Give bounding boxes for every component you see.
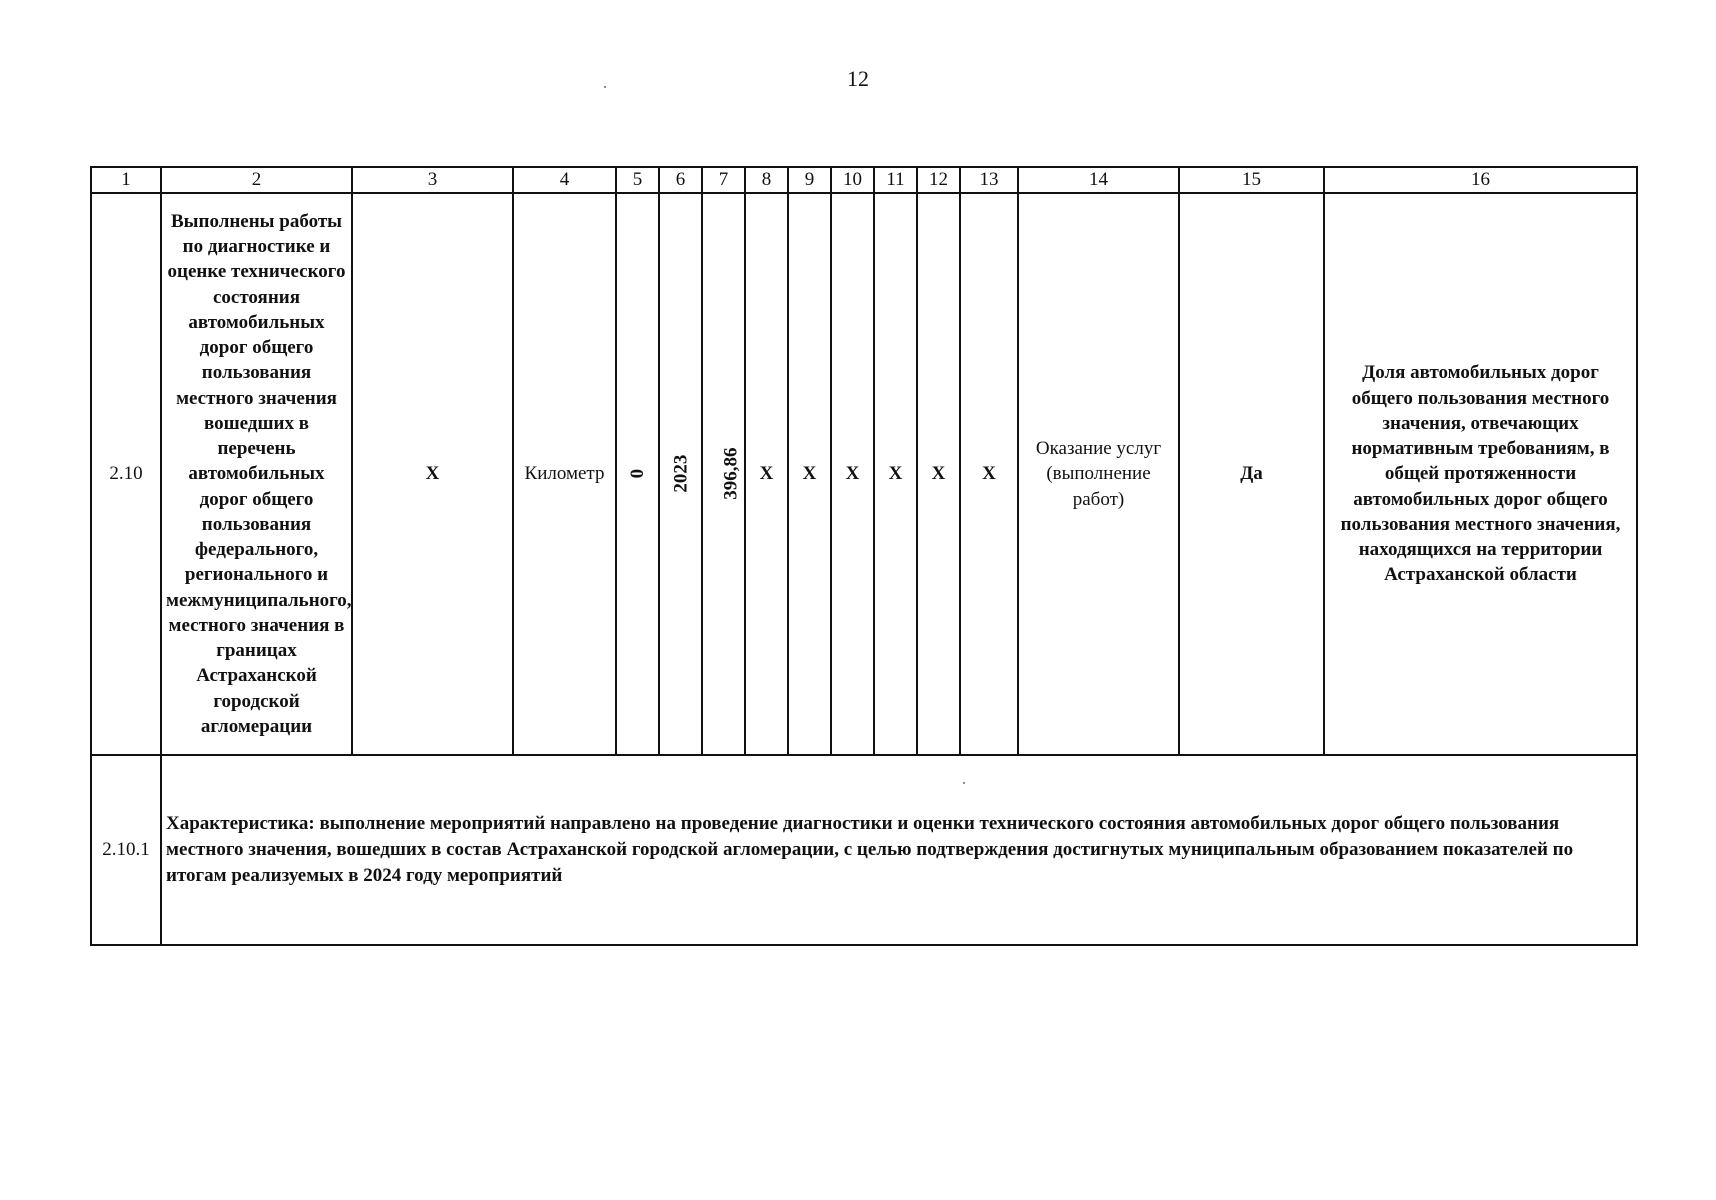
column-number: 8 — [745, 167, 788, 193]
col11-value: Х — [874, 193, 917, 755]
col7-cell — [702, 193, 745, 755]
column-number: 12 — [917, 167, 960, 193]
characteristic-row — [91, 755, 1637, 945]
col9-value: Х — [788, 193, 831, 755]
column-number: 2 — [161, 167, 352, 193]
column-number: 4 — [513, 167, 616, 193]
page-number: 12 — [847, 66, 869, 91]
col13-value: Х — [960, 193, 1018, 755]
column-number: 5 — [616, 167, 659, 193]
measure-description: Выполнены работы по диагностике и оценке технического состояния автомобильных дорог общего пользования местного значения вошедших в перечень автомобильных дорог общего пользования федерального, регионального и межмуниципального, местного значения в границах Астраханской городской агломерации — [161, 193, 352, 755]
unit-of-measure: Километр — [513, 193, 616, 755]
column-number: 7 — [702, 167, 745, 193]
column-number: 14 — [1018, 167, 1179, 193]
characteristic-number: 2.10.1 — [91, 755, 161, 945]
column-number: 6 — [659, 167, 702, 193]
column-number: 1 — [91, 167, 161, 193]
column-number: 15 — [1179, 167, 1324, 193]
service-type: Оказание услуг (выполнение работ) — [1018, 193, 1179, 755]
col12-value: Х — [917, 193, 960, 755]
column-number: 16 — [1324, 167, 1637, 193]
column-number: 11 — [874, 167, 917, 193]
column-number: 10 — [831, 167, 874, 193]
row-number: 2.10 — [91, 193, 161, 755]
col8-value: Х — [745, 193, 788, 755]
col3-value: Х — [352, 193, 513, 755]
characteristic-text: Характеристика: выполнение мероприятий направлено на проведение диагностики и оценки технического состояния автомобильных дорог общего пользования местного значения, вошедших в состав Астраханской городской агломерации, с целью подтверждения достигнутых муниципальным образованием показателей по итогам реализуемых в 2024 году мероприятий — [161, 755, 1637, 945]
column-number-row — [91, 167, 1637, 193]
column-number: 3 — [352, 167, 513, 193]
col5-value: 0 — [626, 469, 648, 479]
col15-value: Да — [1179, 193, 1324, 755]
indicator-description: Доля автомобильных дорог общего пользования местного значения, отвечающих нормативным требованиям, в общей протяженности автомобильных дорог общего пользования местного значения, находящихся на территории Астраханской области — [1324, 193, 1637, 755]
year-value: 2023 — [670, 454, 692, 493]
col10-value: Х — [831, 193, 874, 755]
column-number: 13 — [960, 167, 1018, 193]
column-number: 9 — [788, 167, 831, 193]
col5-cell — [616, 193, 659, 755]
scan-speck — [604, 86, 606, 88]
col6-cell — [659, 193, 702, 755]
table-row — [91, 193, 1637, 755]
measures-table — [90, 166, 1638, 946]
target-value: 396,86 — [720, 447, 742, 501]
